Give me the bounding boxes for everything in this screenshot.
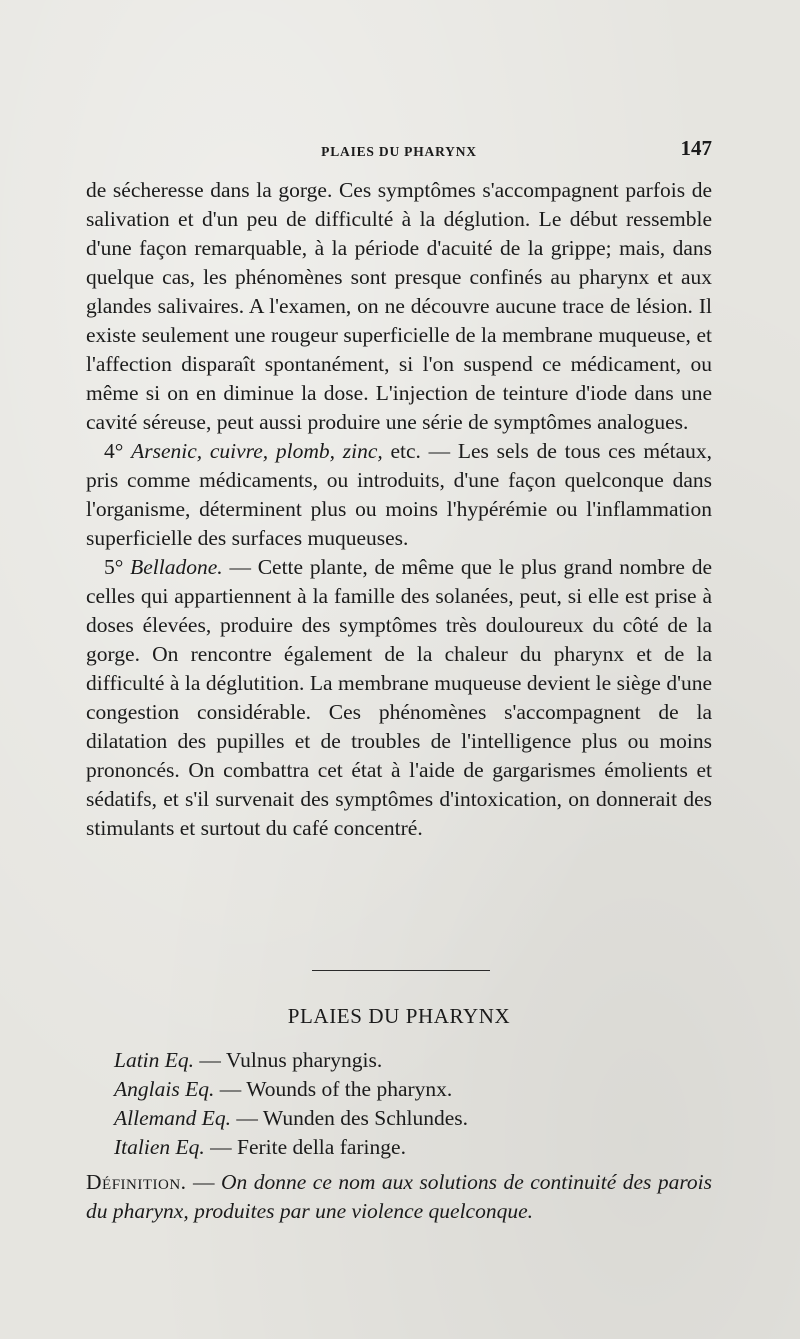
definition-text: On donne ce nom aux solutions de continuité des parois du pharynx, produites par une violence quelconque. (86, 1170, 713, 1223)
equivalent-italien (114, 1133, 712, 1162)
paragraph-arsenic (86, 437, 712, 553)
equivalent-allemand (114, 1104, 712, 1133)
equivalent-term: — Vulnus pharyngis. (199, 1048, 383, 1072)
equivalent-term: — Wunden des Schlundes. (236, 1106, 469, 1130)
section-divider (312, 970, 490, 971)
equivalents-list (114, 1046, 712, 1162)
item-title: Belladone. (130, 555, 223, 579)
page-header (86, 136, 712, 166)
equivalent-language: Anglais Eq. (114, 1077, 215, 1101)
page-number: 147 (680, 136, 712, 160)
equivalent-latin (114, 1046, 712, 1075)
item-text: etc. — Les sels de tous ces métaux, pris comme médicaments, ou introduits, d'une façon quelconque dans l'organisme, déterminent plus ou moins l'hypérémie ou l'inflammation superficielle des surfaces muqueuses. (86, 439, 713, 550)
definition-paragraph (86, 1168, 712, 1226)
equivalent-language: Latin Eq. (114, 1048, 195, 1072)
equivalent-language: Italien Eq. (114, 1135, 205, 1159)
equivalent-term: — Ferite della faringe. (210, 1135, 406, 1159)
section-title: PLAIES DU PHARYNX (287, 1004, 511, 1028)
paragraph-continuation: de sécheresse dans la gorge. Ces symptômes s'accompagnent parfois de salivation et d'un peu de difficulté à la déglution. Le début ressemble d'une façon remarquable, à la période d'acuité de la grippe; mais, dans quelque cas, les phénomènes sont presque confinés au pharynx et aux glandes salivaires. A l'examen, on ne découvre aucune trace de lésion. Il existe seulement une rougeur superficielle de la membrane muqueuse, et l'affection disparaît spontanément, si l'on suspend ce médicament, ou même si on en diminue la dose. L'injection de teinture d'iode dans une cavité séreuse, peut aussi produire une série de symptômes analogues. (86, 178, 712, 434)
paragraph-belladone (86, 553, 712, 843)
equivalent-term: — Wounds of the pharynx. (219, 1077, 453, 1101)
body-text (86, 176, 712, 843)
item-title: Arsenic, cuivre, plomb, zinc, (131, 439, 383, 463)
equivalent-anglais (114, 1075, 712, 1104)
item-text: — Cette plante, de même que le plus grand nombre de celles qui appartiennent à la famille des solanées, peut, si elle est prise à doses élevées, produire des symptômes très douloureux du côté de la gorge. On rencontre également de la chaleur du pharynx et de la difficulté à la déglutition. La membrane muqueuse devient le siège d'une congestion considérable. Ces phénomènes s'accompagnent de la dilatation des pupilles et de troubles de l'intelligence plus ou moins prononcés. On combattra cet état à l'aide de gargarismes émolients et sédatifs, et s'il survenait des symptômes d'intoxication, on donnerait des stimulants et surtout du café concentré. (86, 555, 712, 840)
item-number: 4° (104, 439, 124, 463)
item-number: 5° (104, 555, 124, 579)
definition-label: Définition. (86, 1170, 187, 1194)
running-head: PLAIES DU PHARYNX (321, 144, 477, 159)
equivalent-language: Allemand Eq. (114, 1106, 232, 1130)
definition-dash: — (193, 1170, 215, 1194)
